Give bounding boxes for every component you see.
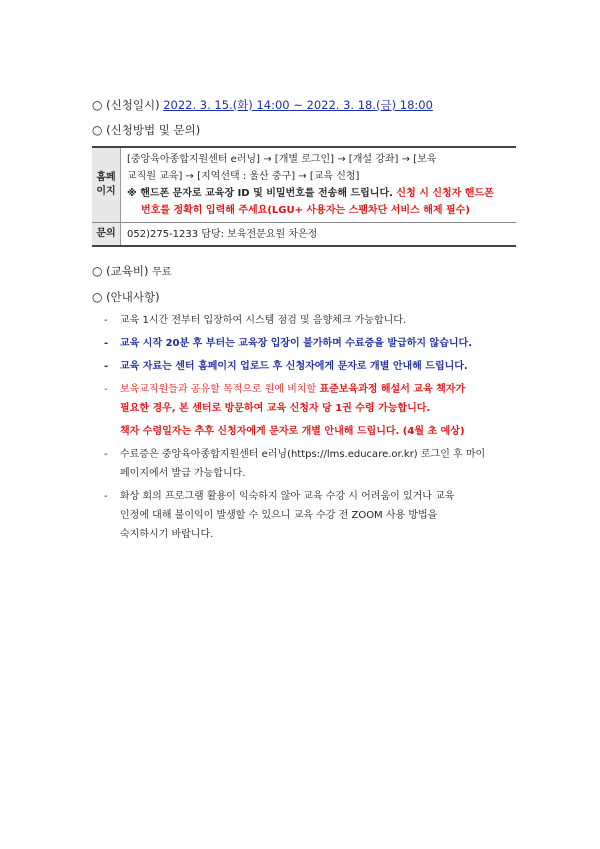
table-row-homepage <box>92 147 516 223</box>
application-period-value: 2022. 3. 15.(화) 14:00 ~ 2022. 3. 18.(금) 18:00 <box>163 98 433 112</box>
list-item: - 교육 시작 20분 후 부터는 교육장 입장이 불가하며 수료증을 발급하지 않습니다. <box>104 334 524 353</box>
table-row-inquiry <box>92 223 516 247</box>
inquiry-value: 052)275-1233 담당: 보육전문요원 차은정 <box>121 223 517 247</box>
dash-bullet: - <box>104 315 108 326</box>
steps-line-1: [중앙육아종합지원센터 e러닝] → [개별 로그인] → [개설 강좌] → [보육 <box>127 154 437 165</box>
dash-bullet: - <box>104 491 108 502</box>
fee-value: 무료 <box>152 267 172 278</box>
circle-bullet-icon: ○ <box>92 290 103 304</box>
circle-bullet-icon: ○ <box>92 98 103 112</box>
application-period-line <box>92 97 433 113</box>
notice-label: (안내사항) <box>106 290 160 304</box>
circle-bullet-icon: ○ <box>92 264 103 278</box>
circle-bullet-icon: ○ <box>92 123 103 137</box>
method-heading <box>92 122 200 138</box>
notice-heading <box>92 289 160 305</box>
list-item: - 교육 1시간 전부터 입장하여 시스템 점검 및 음향체크 가능합니다. <box>104 311 524 330</box>
sms-note-line-1: ※ 핸드폰 문자로 교육장 ID 및 비밀번호를 전송해 드립니다. 신청 시 신청자 핸드폰 <box>127 188 494 199</box>
list-item: - 수료증은 중앙육아종합지원센터 e러닝(https://lms.educare.or.kr) 로그인 후 마이 페이지에서 발급 가능합니다. <box>104 445 524 483</box>
list-item: - 보육교직원들과 공유할 목적으로 원에 비치할 표준보육과정 해설서 교육 책자가 필요한 경우, 본 센터로 방문하여 교육 신청자 당 1권 수령 가능합니다. 책자 수령일자는 추후 신청자에게 문자로 개별 안내해 드립니다. (4월 초 예상) <box>104 380 524 441</box>
notice-list <box>104 311 524 544</box>
sms-note-line-2: 번호를 정확히 입력해 주세요(LGU+ 사용자는 스팸차단 서비스 해제 필수) <box>141 205 470 216</box>
dash-bullet: - <box>104 384 108 395</box>
dash-bullet: - <box>104 338 109 349</box>
method-label: (신청방법 및 문의) <box>106 123 201 137</box>
method-table <box>92 146 516 247</box>
dash-bullet: - <box>104 449 108 460</box>
inquiry-header: 문의 <box>92 223 121 247</box>
fee-label: (교육비) <box>106 264 149 278</box>
application-period-label: (신청일시) <box>106 98 160 112</box>
homepage-header: 홈페 이지 <box>92 147 121 223</box>
list-item: - 교육 자료는 센터 홈페이지 업로드 후 신청자에게 문자로 개별 안내해 드립니다. <box>104 357 524 376</box>
homepage-content <box>121 147 517 223</box>
steps-line-2: 교직원 교육] → [지역선택 : 울산 중구] → [교육 신청] <box>127 171 360 182</box>
dash-bullet: - <box>104 361 109 372</box>
fee-line <box>92 263 171 281</box>
list-item: - 화상 회의 프로그램 활용이 익숙하지 않아 교육 수강 시 어려움이 있거나 교육 인정에 대해 불이익이 발생할 수 있으니 교육 수강 전 ZOOM 사용 방법을 숙지하시기 바랍니다. <box>104 487 524 544</box>
